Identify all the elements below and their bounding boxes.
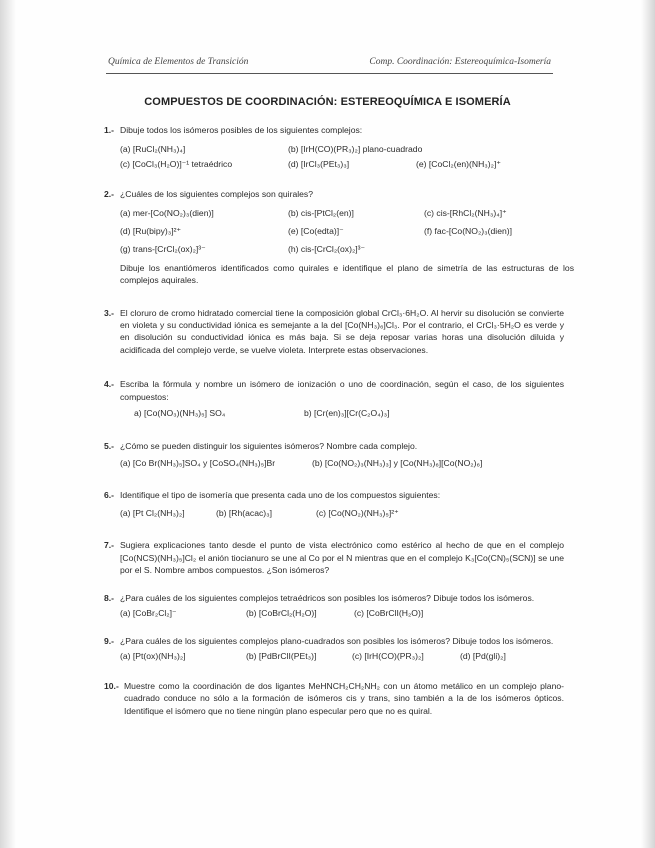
question-extra-text: Dibuje los enantiómeros identificados como quirales e identifique el plano de simetría de las estructuras de los complejos aquirales. (120, 262, 574, 286)
question-10 (104, 680, 564, 717)
question-text: Escriba la fórmula y nombre un isómero de ionización o uno de coordinación, según el caso, de los siguientes compuestos: (120, 379, 564, 402)
question-number: 8.- (104, 593, 115, 604)
question-list (104, 124, 574, 733)
question-number: 2.- (104, 189, 115, 200)
question-text: Dibuje todos los isómeros posibles de los siguientes complejos: (120, 125, 363, 135)
question-item: (a) [CoBr₂Cl₂]⁻ (120, 607, 177, 618)
question-text: ¿Para cuáles de los siguientes complejos tetraédricos son posibles los isómeros? Dibuje todos los isómeros. (120, 593, 535, 604)
question-text: ¿Cuáles de los siguientes complejos son quirales? (120, 189, 313, 200)
question-item: (a) mer-[Co(NO₂)₃(dien)] (120, 207, 214, 218)
question-4 (104, 378, 564, 419)
question-item: (c) [Co(NO₂)(NH₃)₅]²⁺ (316, 507, 399, 518)
page-shadow-left (0, 0, 16, 848)
question-item: (c) [CoCl₃(H₂O)]⁻¹ tetraédrico (120, 158, 233, 169)
question-item: (a) [Pt(ox)(NH₃)₂] (120, 650, 186, 661)
question-6 (104, 489, 564, 519)
question-number: 5.- (104, 440, 115, 451)
question-1 (104, 124, 564, 170)
question-item: (e) [CoCl₂(en)(NH₃)₂]⁺ (416, 158, 501, 169)
question-item: b) [Cr(en)₃][Cr(C₂O₄)₃] (304, 408, 390, 419)
question-8 (104, 592, 564, 619)
question-item: (d) [Pd(gli)₂] (460, 650, 506, 661)
question-number: 7.- (104, 540, 115, 551)
question-item: (h) cis-[CrCl₂(ox)₂]³⁻ (288, 244, 366, 255)
header-rule (106, 73, 553, 74)
question-item: (d) [Ru(bipy)₃]²⁺ (120, 226, 182, 237)
question-number: 3.- (104, 307, 115, 318)
question-number: 10.- (104, 680, 119, 691)
page-shadow-right (641, 0, 655, 848)
header-course-title: Química de Elementos de Transición (108, 57, 249, 67)
question-9 (104, 635, 564, 662)
header-topic: Comp. Coordinación: Estereoquímica-Isomería (369, 57, 551, 67)
question-7 (104, 539, 564, 576)
question-text: ¿Cómo se pueden distinguir los siguientes isómeros? Nombre cada complejo. (120, 440, 418, 451)
question-number: 4.- (104, 379, 115, 390)
question-item: (b) [PdBrClI(PEt₃)] (246, 650, 317, 661)
question-text: El cloruro de cromo hidratado comercial tiene la composición global CrCl₃·6H₂O. Al hervir su disolución se convierte en violeta y su conductividad iónica es semejante a la del [Co(NH₃)₆]Cl₃. Por el contrario, el CrCl₃·5H₂O es verde y en disolución su conductividad iónica es más baja. Si se deja reposar varias horas una disolución diluida y acidificada del complejo verde, se vuelve violeta. Interprete estas observaciones. (120, 307, 564, 355)
question-number: 1.- (104, 125, 115, 135)
question-2 (104, 188, 574, 286)
question-item: (b) [CoBrCl₂(H₂O)] (246, 607, 317, 618)
question-text: Identifique el tipo de isomería que presenta cada uno de los compuestos siguientes: (120, 490, 441, 501)
question-number: 9.- (104, 636, 115, 647)
question-item: (a) [RuCl₂(NH₃)₄] (120, 144, 186, 155)
question-item: (a) [Pt Cl₂(NH₃)₂] (120, 507, 185, 518)
question-item: (a) [Co Br(NH₃)₅]SO₄ y [CoSO₄(NH₃)₅]Br (120, 457, 276, 468)
question-5 (104, 440, 564, 470)
question-text: Sugiera explicaciones tanto desde el punto de vista electrónico como estérico al hecho de que en el complejo [Co(NCS)(NH₃)₅]Cl₂ el anión tiocianuro se une al Co por el N mientras que en el complejo K₃[Co(CN)₅(SCN)] se une por el S. Nombre ambos compuestos. ¿Son isómeros? (120, 540, 564, 575)
question-item: (b) cis-[PtCl₂(en)] (288, 207, 354, 218)
question-item: (b) [Co(NO₂)₃(NH₃)₃] y [Co(NH₃)₆][Co(NO₂)₆] (312, 457, 483, 468)
question-item: (c) cis-[RhCl₂(NH₃)₄]⁺ (424, 207, 507, 218)
question-item: (b) [IrH(CO)(PR₃)₂] plano-cuadrado (288, 144, 423, 155)
question-3 (104, 307, 564, 357)
question-item: (g) trans-[CrCl₂(ox)₂]³⁻ (120, 244, 206, 255)
page-title: COMPUESTOS DE COORDINACIÓN: ESTEREOQUÍMICA E ISOMERÍA (144, 96, 511, 108)
question-number: 6.- (104, 490, 115, 501)
question-item: (c) [CoBrClI(H₂O)] (354, 607, 424, 618)
question-item: (c) [IrH(CO)(PR₃)₂] (352, 650, 424, 661)
question-text: Muestre como la coordinación de dos ligantes MeHNCH₂CH₂NH₂ con un átomo metálico en un complejo plano-cuadrado conduce no sólo a la formación de isómeros cis y trans, sino también a la de los isómeros ópticos. Identifique el isómero que no tiene ningún plano especular pero que no es quiral. (124, 680, 564, 716)
question-item: (f) fac-[Co(NO₂)₃(dien)] (424, 226, 513, 237)
question-item: (e) [Co(edta)]⁻ (288, 226, 344, 237)
question-text: ¿Para cuáles de los siguientes complejos plano-cuadrados son posibles los isómeros? Dibuje todos los isómeros. (120, 636, 554, 647)
question-item: (b) [Rh(acac)₃] (216, 507, 273, 518)
question-item: a) [Co(NO₃)(NH₃)₅] SO₄ (134, 408, 226, 419)
question-item: (d) [IrCl₃(PEt₃)₃] (288, 158, 350, 169)
